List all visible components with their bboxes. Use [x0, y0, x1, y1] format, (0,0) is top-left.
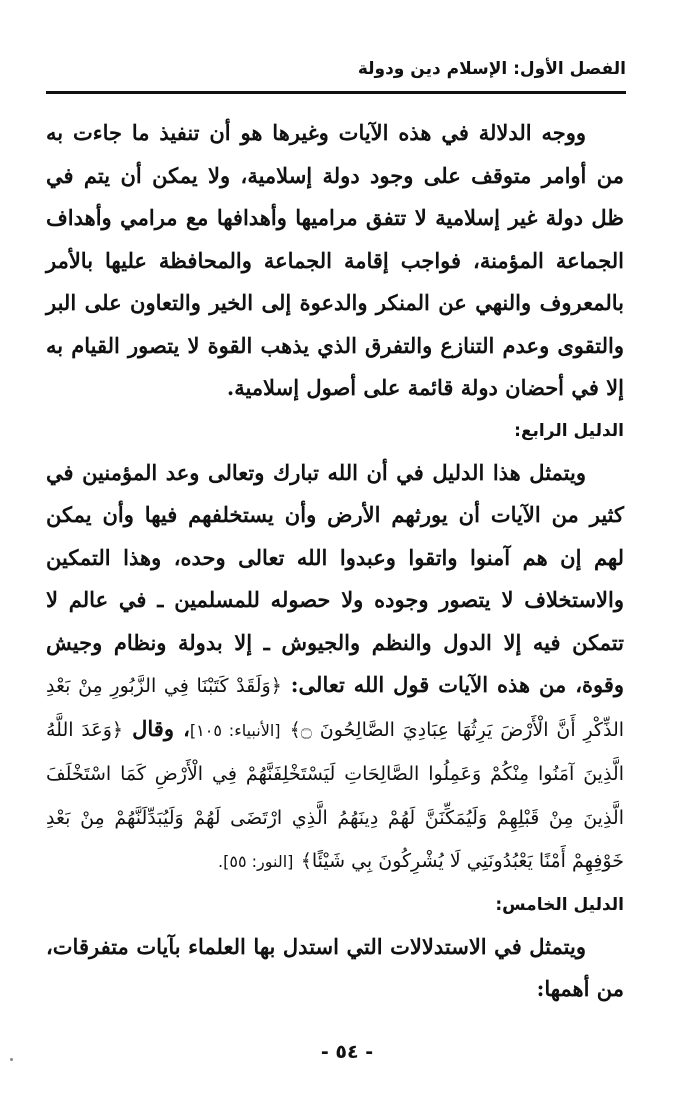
body-text: [46, 112, 624, 1011]
connector-text: ، وقال: [132, 715, 190, 741]
fourth-evidence-intro: ويتمثل هذا الدليل في أن الله تبارك وتعالى وعد المؤمنين في كثير من الآيات أن يورثهم الأرض وأن يستخلفهم فيها وأن يمكن لهم إن هم آمنوا واتقوا وعبدوا الله تعالى وحده، وهذا التمكين والاستخلاف لا يتصور وجوده ولا حصوله للمسلمين ـ في عالم لا تتمكن فيه إلا الدول والنظم والجيوش ـ إلا بدولة ونظام وجيش وقوة، من هذه الآيات قول الله تعالى:: [46, 459, 624, 697]
quran-verse-nur: ﴿وَعَدَ اللَّهُ الَّذِينَ آمَنُوا مِنْكُمْ وَعَمِلُوا الصَّالِحَاتِ لَيَسْتَخْلِفَنَّهُمْ فِي الْأَرْضِ كَمَا اسْتَخْلَفَ الَّذِينَ مِنْ قَبْلِهِمْ وَلَيُمَكِّنَنَّ لَهُمْ دِينَهُمُ الَّذِي ارْتَضَى لَهُمْ وَلَيُبَدِّلَنَّهُمْ مِنْ بَعْدِ خَوْفِهِمْ أَمْنًا يَعْبُدُونَنِي لَا يُشْرِكُونَ بِي شَيْئًا﴾: [46, 718, 624, 872]
heading-fifth-evidence: الدليل الخامس:: [495, 894, 624, 915]
header-rule: [46, 91, 626, 94]
margin-speck: [10, 1058, 13, 1061]
verse-reference-anbiya: [الأنبياء: ١٠٥]: [189, 720, 281, 740]
paragraph-fifth-evidence: ويتمثل في الاستدلالات التي استدل بها العلماء بآيات متفرقات، من أهمها:: [46, 933, 624, 1001]
page-number: - ٥٤ -: [320, 1041, 374, 1063]
running-header: الفصل الأول: الإسلام دين ودولة: [357, 59, 626, 79]
heading-fourth-evidence: الدليل الرابع:: [514, 420, 624, 441]
paragraph-fourth-evidence: [46, 452, 624, 884]
paragraph-evidence-explanation: ووجه الدلالة في هذه الآيات وغيرها هو أن تنفيذ ما جاءت به من أوامر متوقف على وجود دولة إسلامية، ولا يمكن أن يتم في ظل دولة غير إسلامية لا تتفق مراميها وأهدافها مع مرامي وأهداف الجماعة المؤمنة، فواجب إقامة الجماعة والمحافظة عليها بالأمر بالمعروف والنهي عن المنكر والدعوة إلى الخير والتعاون على البر والتقوى وعدم التنازع والتفرق الذي يذهب القوة لا يتصور القيام به إلا في أحضان دولة قائمة على أصول إسلامية.: [46, 120, 624, 400]
verse-reference-nur: [النور: ٥٥].: [218, 852, 294, 871]
quran-verse-anbiya: ﴿وَلَقَدْ كَتَبْنَا فِي الزَّبُورِ مِنْ بَعْدِ الذِّكْرِ أَنَّ الْأَرْضَ يَرِثُهَا عِبَادِيَ الصَّالِحُونَ ۝﴾: [46, 675, 625, 741]
